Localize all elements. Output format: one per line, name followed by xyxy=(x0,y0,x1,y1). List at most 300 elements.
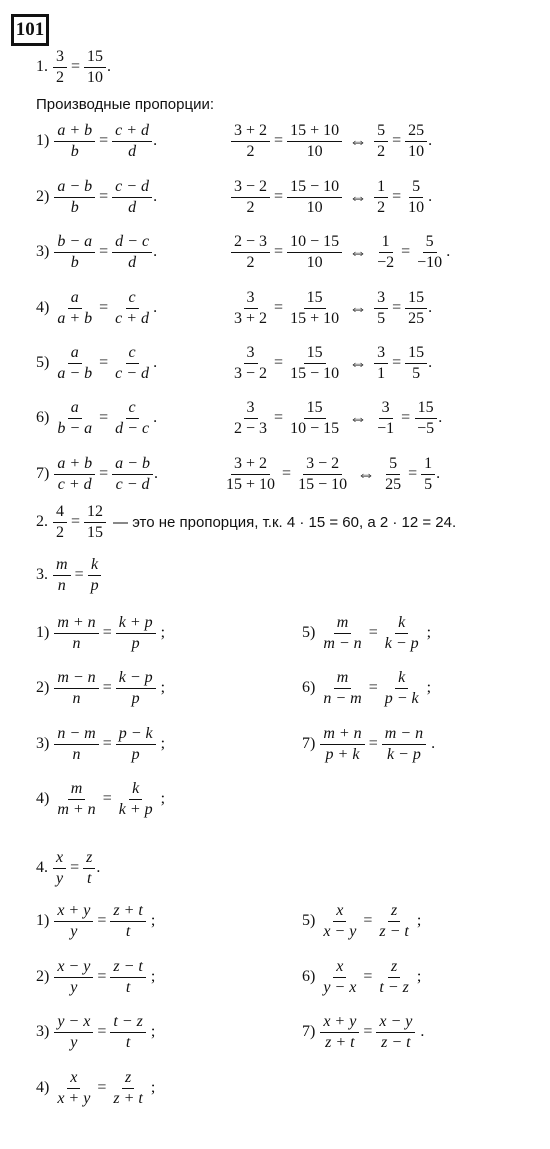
end-mark: . xyxy=(446,243,451,261)
end-mark: . xyxy=(428,132,433,150)
numerator: 15 xyxy=(304,399,326,419)
numerator: x xyxy=(53,849,66,869)
numerator: k − p xyxy=(116,669,156,689)
item-label: 6) xyxy=(302,679,316,697)
equals-sign: = xyxy=(274,243,284,261)
task-4-statement xyxy=(36,849,100,888)
numerator: a − b xyxy=(54,178,95,198)
derived-proportion-general xyxy=(36,399,157,438)
fraction xyxy=(295,455,350,494)
numerator: z − t xyxy=(110,958,145,978)
equals-sign: = xyxy=(97,1079,107,1097)
denominator: b xyxy=(70,142,79,160)
fraction xyxy=(54,614,98,653)
equals-sign: = xyxy=(392,188,402,206)
derived-proportion-general xyxy=(36,122,157,161)
fraction xyxy=(54,344,95,383)
numerator: 15 xyxy=(84,48,106,68)
equals-sign: = xyxy=(368,679,378,697)
equivalence-icon: ⇔ xyxy=(349,186,368,207)
fraction xyxy=(405,178,427,217)
numerator: m − n xyxy=(382,725,426,745)
proportion-item xyxy=(36,780,165,819)
equals-sign: = xyxy=(102,679,112,697)
fraction xyxy=(112,122,152,161)
numerator: 15 xyxy=(405,344,427,364)
end-mark: . xyxy=(153,465,158,483)
numerator: x + y xyxy=(54,902,93,922)
numerator: m xyxy=(334,669,352,689)
denominator: 5 xyxy=(424,475,433,493)
end-mark: ; xyxy=(150,1023,156,1041)
item-label: 7) xyxy=(36,465,50,483)
end-mark: ; xyxy=(160,790,166,808)
denominator: 15 + 10 xyxy=(290,309,340,327)
fraction xyxy=(116,780,156,819)
equivalence-icon: ⇔ xyxy=(349,130,368,151)
equals-sign: = xyxy=(274,299,284,317)
denominator: b xyxy=(70,253,79,271)
end-mark: . xyxy=(428,354,433,372)
end-mark: . xyxy=(96,859,101,877)
problem-number: 101 xyxy=(15,19,45,40)
denominator: 1 xyxy=(377,364,386,382)
denominator: n − m xyxy=(323,689,362,707)
derived-proportion-numeric xyxy=(230,122,432,161)
fraction xyxy=(231,344,270,383)
numerator: c xyxy=(126,289,139,309)
fraction xyxy=(53,556,71,595)
equals-sign: = xyxy=(392,299,402,317)
numerator: 5 xyxy=(423,233,437,253)
numerator: n − m xyxy=(54,725,98,745)
equals-sign: = xyxy=(99,188,109,206)
denominator: 25 xyxy=(408,309,425,327)
end-mark: ; xyxy=(426,624,432,642)
derived-proportion-numeric xyxy=(222,455,440,494)
fraction xyxy=(320,725,364,764)
fraction xyxy=(376,1013,415,1052)
numerator: x xyxy=(333,902,346,922)
denominator: p xyxy=(131,745,140,763)
numerator: 3 xyxy=(244,344,258,364)
fraction xyxy=(116,725,156,764)
fraction xyxy=(54,780,98,819)
numerator: a xyxy=(68,399,82,419)
item-label: 2) xyxy=(36,188,50,206)
task-label: 2. xyxy=(36,513,48,531)
equals-sign: = xyxy=(282,465,292,483)
numerator: 5 xyxy=(374,122,388,142)
end-mark: . xyxy=(436,465,441,483)
denominator: n xyxy=(72,745,81,763)
denominator: c + d xyxy=(57,475,92,493)
equals-sign: = xyxy=(274,409,284,427)
equals-sign: = xyxy=(74,566,84,584)
numerator: 3 xyxy=(244,399,258,419)
denominator: −2 xyxy=(377,253,395,271)
fraction xyxy=(405,289,427,328)
fraction xyxy=(112,233,152,272)
numerator: 3 + 2 xyxy=(231,455,270,475)
fraction xyxy=(231,399,270,438)
fraction xyxy=(414,233,445,272)
denominator: 2 xyxy=(246,142,255,160)
fraction xyxy=(414,399,437,438)
fraction xyxy=(287,344,342,383)
fraction xyxy=(116,614,156,653)
denominator: n xyxy=(57,576,66,594)
denominator: x − y xyxy=(323,922,357,940)
numerator: c xyxy=(126,344,139,364)
denominator: y xyxy=(56,869,64,887)
fraction xyxy=(320,614,364,653)
fraction xyxy=(84,48,106,87)
numerator: k + p xyxy=(116,614,156,634)
fraction xyxy=(421,455,435,494)
denominator: m − n xyxy=(323,634,362,652)
equivalence-icon: ⇔ xyxy=(349,352,368,373)
equals-sign: = xyxy=(99,354,109,372)
denominator: t xyxy=(125,1033,131,1051)
derived-proportion-general xyxy=(36,233,157,272)
proportion-item xyxy=(302,1013,424,1052)
denominator: y xyxy=(70,978,78,996)
proportion-item xyxy=(302,725,435,764)
item-label: 3) xyxy=(36,735,50,753)
numerator: a − b xyxy=(112,455,153,475)
numerator: 10 − 15 xyxy=(287,233,342,253)
numerator: 15 − 10 xyxy=(287,178,342,198)
fraction xyxy=(112,455,153,494)
fraction xyxy=(287,233,342,272)
denominator: z − t xyxy=(379,922,409,940)
fraction xyxy=(54,455,95,494)
end-mark: ; xyxy=(150,968,156,986)
numerator: b − a xyxy=(54,233,95,253)
end-mark: . xyxy=(431,735,436,753)
denominator: y − x xyxy=(323,978,357,996)
task-label: 1. xyxy=(36,58,48,76)
equals-sign: = xyxy=(368,735,378,753)
numerator: 3 xyxy=(374,344,388,364)
denominator: 5 xyxy=(377,309,386,327)
numerator: t − z xyxy=(110,1013,145,1033)
item-label: 5) xyxy=(302,912,316,930)
equals-sign: = xyxy=(102,735,112,753)
denominator: d xyxy=(128,198,137,216)
end-mark: ; xyxy=(160,679,166,697)
denominator: c − d xyxy=(115,475,150,493)
numerator: 15 xyxy=(405,289,427,309)
proportion-item xyxy=(302,902,421,941)
numerator: m + n xyxy=(320,725,364,745)
denominator: t − z xyxy=(379,978,409,996)
derived-proportion-general xyxy=(36,178,157,217)
denominator: t xyxy=(125,922,131,940)
fraction xyxy=(231,233,270,272)
denominator: c + d xyxy=(115,309,150,327)
fraction xyxy=(112,399,152,438)
item-label: 6) xyxy=(302,968,316,986)
equivalence-icon: ⇔ xyxy=(349,297,368,318)
denominator: p + k xyxy=(325,745,360,763)
end-mark: ; xyxy=(416,912,422,930)
end-mark: . xyxy=(438,409,443,427)
derived-proportions-title: Производные пропорции: xyxy=(36,96,214,113)
denominator: z + t xyxy=(113,1089,143,1107)
denominator: 15 − 10 xyxy=(290,364,340,382)
end-mark: . xyxy=(153,299,158,317)
equals-sign: = xyxy=(102,790,112,808)
fraction xyxy=(112,178,152,217)
numerator: z xyxy=(388,958,400,978)
fraction xyxy=(110,1013,145,1052)
denominator: 15 − 10 xyxy=(298,475,348,493)
fraction xyxy=(376,958,411,997)
fraction xyxy=(320,902,359,941)
equals-sign: = xyxy=(401,243,411,261)
equivalence-icon: ⇔ xyxy=(349,407,368,428)
numerator: k xyxy=(88,556,101,576)
fraction xyxy=(382,455,404,494)
end-mark: ; xyxy=(416,968,422,986)
item-label: 6) xyxy=(36,409,50,427)
equals-sign: = xyxy=(363,968,373,986)
problem-number-badge xyxy=(11,14,49,46)
numerator: x + y xyxy=(320,1013,359,1033)
denominator: n xyxy=(72,634,81,652)
denominator: c − d xyxy=(115,364,150,382)
equals-sign: = xyxy=(97,968,107,986)
denominator: 2 xyxy=(56,68,64,86)
fraction xyxy=(54,725,98,764)
fraction xyxy=(374,289,388,328)
fraction xyxy=(54,958,93,997)
fraction xyxy=(54,1013,93,1052)
item-label: 4) xyxy=(36,1079,50,1097)
item-label: 1) xyxy=(36,912,50,930)
fraction xyxy=(374,399,397,438)
denominator: p xyxy=(90,576,99,594)
numerator: x − y xyxy=(54,958,93,978)
denominator: 3 + 2 xyxy=(234,309,268,327)
numerator: z + t xyxy=(110,902,145,922)
numerator: 12 xyxy=(84,503,106,523)
task-1-statement xyxy=(36,48,111,87)
end-mark: ; xyxy=(426,679,432,697)
end-mark: . xyxy=(428,188,433,206)
derived-proportion-general xyxy=(36,455,158,494)
equals-sign: = xyxy=(99,465,109,483)
denominator: 2 xyxy=(56,523,64,541)
item-label: 7) xyxy=(302,1023,316,1041)
denominator: 5 xyxy=(412,364,421,382)
fraction xyxy=(84,503,106,542)
equals-sign: = xyxy=(71,58,81,76)
fraction xyxy=(376,902,411,941)
fraction xyxy=(54,178,95,217)
denominator: 10 − 15 xyxy=(290,419,340,437)
derived-proportion-numeric xyxy=(230,233,450,272)
equals-sign: = xyxy=(70,859,80,877)
numerator: y − x xyxy=(54,1013,93,1033)
numerator: c + d xyxy=(112,122,152,142)
numerator: 2 − 3 xyxy=(231,233,270,253)
item-label: 1) xyxy=(36,132,50,150)
end-mark: . xyxy=(107,58,112,76)
end-mark: . xyxy=(420,1023,425,1041)
derived-proportion-general xyxy=(36,344,157,383)
denominator: 10 xyxy=(306,142,323,160)
fraction xyxy=(287,122,342,161)
numerator: 25 xyxy=(405,122,427,142)
equals-sign: = xyxy=(408,465,418,483)
fraction xyxy=(231,122,270,161)
proportion-item xyxy=(36,902,155,941)
task-label: 4. xyxy=(36,859,48,877)
end-mark: ; xyxy=(160,735,166,753)
numerator: m xyxy=(68,780,86,800)
denominator: 2 xyxy=(246,253,255,271)
denominator: y xyxy=(70,1033,78,1051)
numerator: z xyxy=(122,1069,134,1089)
task-2-explanation: — это не пропорция, т.к. 4 · 15 = 60, а 2 · 12 = 24. xyxy=(113,513,457,531)
denominator: d xyxy=(128,142,137,160)
numerator: 15 xyxy=(304,289,326,309)
numerator: a xyxy=(68,344,82,364)
fraction xyxy=(112,344,152,383)
fraction xyxy=(320,958,359,997)
fraction xyxy=(54,902,93,941)
denominator: 15 xyxy=(87,523,104,541)
end-mark: ; xyxy=(150,912,156,930)
numerator: k xyxy=(395,614,408,634)
equals-sign: = xyxy=(363,1023,373,1041)
denominator: b xyxy=(70,198,79,216)
fraction xyxy=(231,178,270,217)
numerator: x xyxy=(67,1069,80,1089)
fraction xyxy=(287,399,342,438)
denominator: −5 xyxy=(417,419,435,437)
equals-sign: = xyxy=(99,243,109,261)
derived-proportion-numeric xyxy=(230,344,432,383)
numerator: 1 xyxy=(374,178,388,198)
fraction xyxy=(223,455,278,494)
fraction xyxy=(374,122,388,161)
numerator: a + b xyxy=(54,122,95,142)
item-label: 4) xyxy=(36,790,50,808)
derived-proportion-numeric xyxy=(230,178,432,217)
fraction xyxy=(88,556,102,595)
equals-sign: = xyxy=(99,409,109,427)
denominator: b − a xyxy=(57,419,93,437)
denominator: 3 − 2 xyxy=(234,364,268,382)
numerator: 15 + 10 xyxy=(287,122,342,142)
denominator: 10 xyxy=(408,198,425,216)
equals-sign: = xyxy=(392,354,402,372)
fraction xyxy=(374,344,388,383)
numerator: c xyxy=(126,399,139,419)
fraction xyxy=(112,289,152,328)
derived-proportion-general xyxy=(36,289,157,328)
derived-proportion-numeric xyxy=(230,399,442,438)
end-mark: . xyxy=(153,354,158,372)
numerator: 1 xyxy=(421,455,435,475)
denominator: 2 − 3 xyxy=(234,419,268,437)
equals-sign: = xyxy=(99,299,109,317)
denominator: z + t xyxy=(325,1033,355,1051)
fraction xyxy=(382,725,426,764)
numerator: k xyxy=(129,780,142,800)
denominator: m + n xyxy=(57,800,96,818)
fraction xyxy=(83,849,95,888)
equals-sign: = xyxy=(97,912,107,930)
denominator: k − p xyxy=(384,634,419,652)
numerator: 3 xyxy=(53,48,67,68)
numerator: a + b xyxy=(54,455,95,475)
item-label: 1) xyxy=(36,624,50,642)
fraction xyxy=(54,289,95,328)
proportion-item xyxy=(302,614,431,653)
denominator: t xyxy=(87,869,92,887)
proportion-item xyxy=(36,669,165,708)
end-mark: . xyxy=(153,409,158,427)
numerator: c − d xyxy=(112,178,152,198)
denominator: d xyxy=(128,253,137,271)
fraction xyxy=(405,344,427,383)
numerator: a xyxy=(68,289,82,309)
item-label: 7) xyxy=(302,735,316,753)
proportion-item xyxy=(36,614,165,653)
numerator: 3 + 2 xyxy=(231,122,270,142)
item-label: 3) xyxy=(36,243,50,261)
equals-sign: = xyxy=(71,513,81,531)
numerator: 15 xyxy=(304,344,326,364)
item-label: 3) xyxy=(36,1023,50,1041)
proportion-item xyxy=(36,958,155,997)
fraction xyxy=(382,614,422,653)
equals-sign: = xyxy=(274,132,284,150)
proportion-item xyxy=(302,958,421,997)
end-mark: ; xyxy=(160,624,166,642)
end-mark: . xyxy=(153,243,158,261)
numerator: 3 − 2 xyxy=(231,178,270,198)
fraction xyxy=(287,178,342,217)
equivalence-icon: ⇔ xyxy=(357,463,376,484)
equals-sign: = xyxy=(363,912,373,930)
task-2-statement xyxy=(36,503,456,542)
fraction xyxy=(54,669,98,708)
numerator: 4 xyxy=(53,503,67,523)
fraction xyxy=(382,669,422,708)
fraction xyxy=(54,122,95,161)
numerator: m + n xyxy=(54,614,98,634)
fraction xyxy=(405,122,427,161)
denominator: 2 xyxy=(246,198,255,216)
fraction xyxy=(110,1069,145,1108)
denominator: t xyxy=(125,978,131,996)
numerator: k xyxy=(395,669,408,689)
denominator: a − b xyxy=(57,364,93,382)
numerator: 3 xyxy=(379,399,393,419)
numerator: 3 xyxy=(374,289,388,309)
fraction xyxy=(374,233,397,272)
denominator: 2 xyxy=(377,142,386,160)
numerator: m xyxy=(53,556,71,576)
denominator: 15 + 10 xyxy=(226,475,276,493)
end-mark: . xyxy=(428,299,433,317)
